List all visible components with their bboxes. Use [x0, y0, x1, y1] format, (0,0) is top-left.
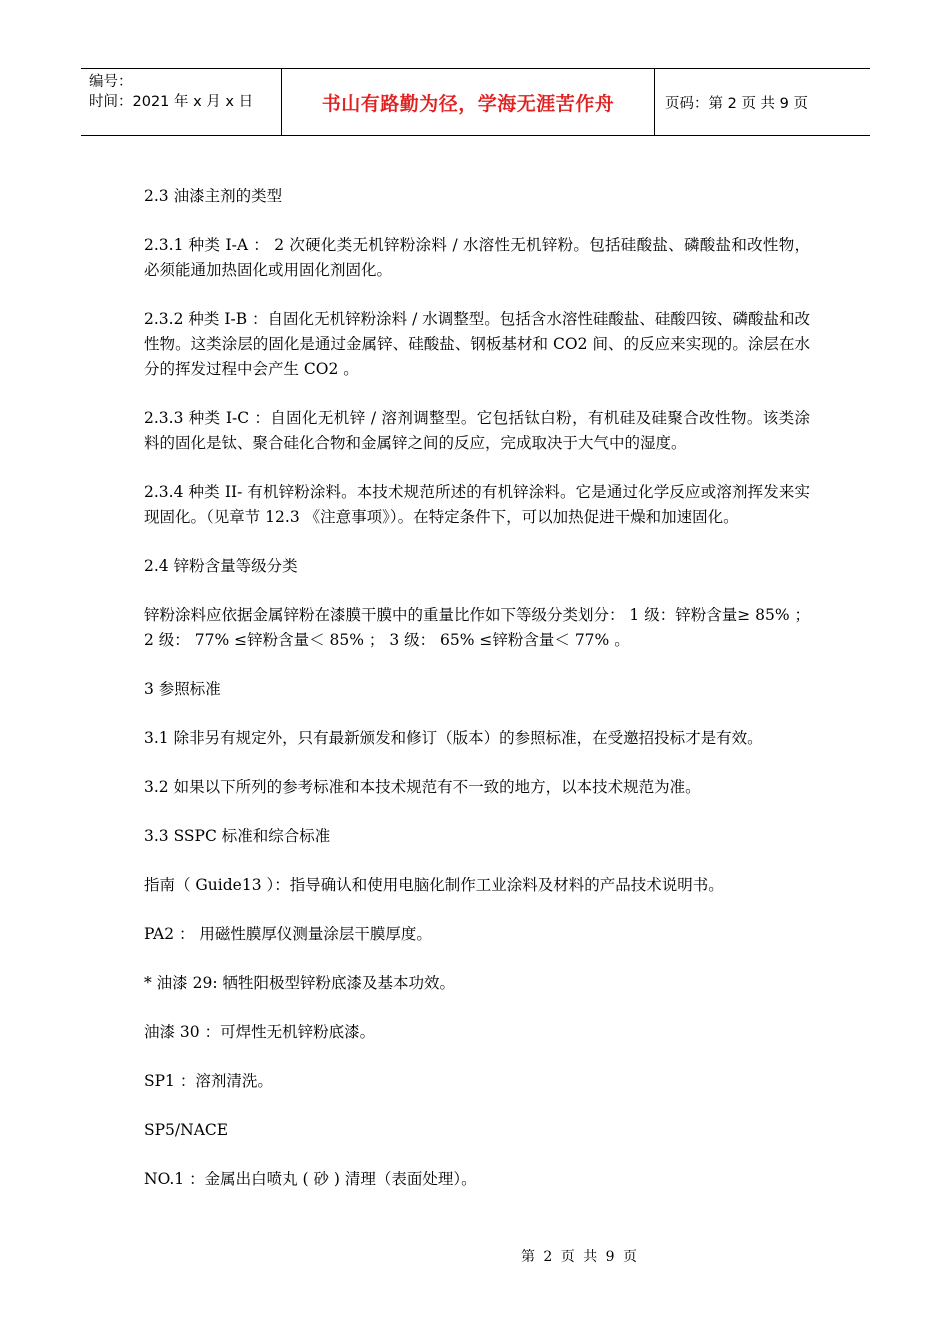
paragraph: 油漆 30 ：可焊性无机锌粉底漆。 [144, 1023, 376, 1041]
header-page-label: 页码：第 2 页 共 9 页 [665, 95, 808, 112]
header-motto: 书山有路勤为径，学海无涯苦作舟 [282, 69, 655, 135]
paragraph: SP5/NACE [144, 1121, 229, 1139]
paragraph: 3 参照标准 [144, 680, 221, 698]
paragraph: 指南（ Guide13 ）：指导确认和使用电脑化制作工业涂料及材料的产品技术说明书。 [144, 876, 724, 894]
page-footer: 第 2 页 共 9 页 [520, 1249, 640, 1265]
paragraph: 2.3.1 种类 I-A ： 2 次硬化类无机锌粉涂料 / 水溶性无机锌粉。包括硅酸盐、磷酸盐和改性物，必须能通加热固化或用固化剂固化。 [144, 236, 810, 279]
paragraph: 2.3 油漆主剂的类型 [144, 187, 283, 205]
paragraph: 2.4 锌粉含量等级分类 [144, 557, 298, 575]
paragraph: 3.2 如果以下所列的参考标准和本技术规范有不一致的地方，以本技术规范为准。 [144, 778, 701, 796]
document-body [144, 184, 810, 1216]
paragraph: PA2 ： 用磁性膜厚仪测量涂层干膜厚度。 [144, 925, 432, 943]
document-number-label: 编号： [89, 74, 133, 90]
paragraph: 2.3.2 种类 I-B ：自固化无机锌粉涂料 / 水调整型。包括含水溶性硅酸盐、硅酸四铵、磷酸盐和改性物。这类涂层的固化是通过金属锌、硅酸盐、钢板基材和 CO2 间、的反应来实现的。涂层在水分的挥发过程中会产生 CO2 。 [144, 310, 810, 378]
paragraph: NO.1 ：金属出白喷丸 ( 砂 ) 清理（表面处理）。 [144, 1170, 477, 1188]
document-date-label: 时间：2021 年 x 月 x 日 [89, 94, 254, 110]
page-header [81, 68, 870, 136]
paragraph: 锌粉涂料应依据金属锌粉在漆膜干膜中的重量比作如下等级分类划分： 1 级：锌粉含量≥ 85% ； 2 级： 77% ≤锌粉含量＜ 85% ； 3 级： 65% ≤锌粉含量＜ 77% 。 [144, 606, 811, 649]
header-meta [81, 69, 282, 135]
paragraph: 2.3.3 种类 I-C ：自固化无机锌 / 溶剂调整型。它包括钛白粉，有机硅及硅聚合改性物。该类涂料的固化是钛、聚合硅化合物和金属锌之间的反应，完成取决于大气中的湿度。 [144, 409, 810, 452]
paragraph: SP1 ：溶剂清洗。 [144, 1072, 273, 1090]
paragraph: 3.3 SSPC 标准和综合标准 [144, 827, 331, 845]
paragraph: 2.3.4 种类 II- 有机锌粉涂料。本技术规范所述的有机锌涂料。它是通过化学反应或溶剂挥发来实现固化。（见章节 12.3 《注意事项》）。在特定条件下，可以加热促进干燥和加速固化。 [144, 483, 810, 526]
paragraph: * 油漆 29: 牺牲阳极型锌粉底漆及基本功效。 [144, 974, 455, 992]
paragraph: 3.1 除非另有规定外，只有最新颁发和修订（版本）的参照标准，在受邀招投标才是有效。 [144, 729, 763, 747]
